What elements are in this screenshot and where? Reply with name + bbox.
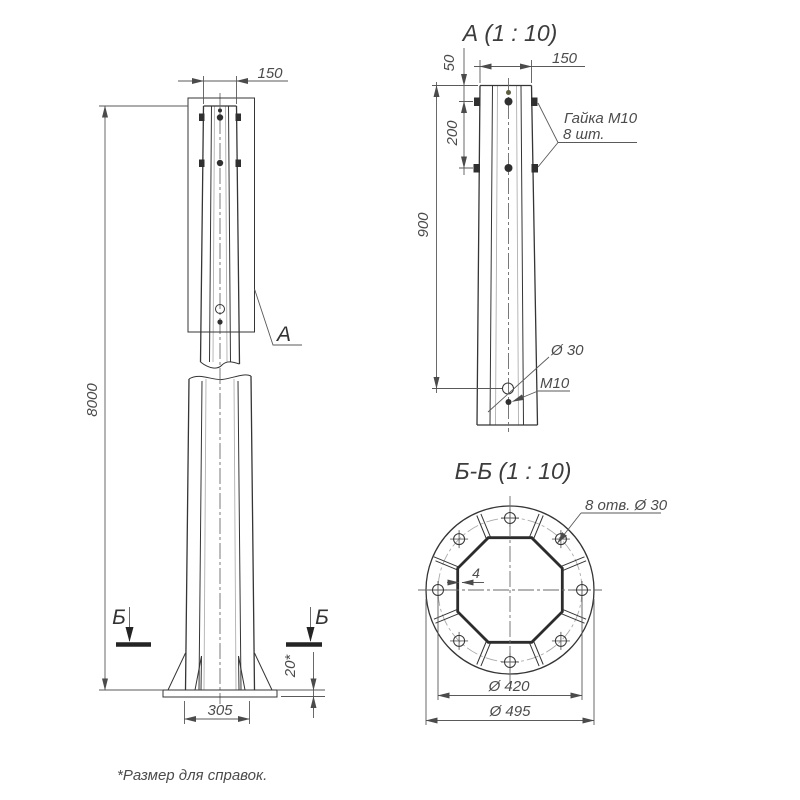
detail-bolt-row1	[505, 98, 513, 106]
dim-detail-150	[474, 50, 585, 83]
detail-view	[415, 20, 638, 432]
detail-stud-right-row2	[532, 164, 539, 173]
bolt-dot-row2	[217, 160, 223, 166]
dim-text-detail-150: 150	[552, 50, 578, 67]
nut-label-line2: 8 шт.	[563, 126, 605, 143]
dim-text-20: 20*	[282, 654, 299, 678]
bolt-dot-lower	[217, 319, 222, 324]
section-label-left: Б	[112, 606, 126, 629]
bolt-dot-small	[218, 109, 222, 113]
dim-text-front-150: 150	[257, 65, 283, 82]
detail-stud-right-row1	[531, 98, 538, 107]
stud-left-row2	[199, 160, 205, 168]
nut-callout	[538, 103, 638, 167]
section-label-right: Б	[315, 606, 329, 629]
dim-text-900: 900	[415, 212, 432, 238]
dim-base-width	[185, 701, 250, 724]
detail-stud-left-row2	[474, 164, 481, 173]
hole-dia-label: Ø 30	[551, 342, 584, 359]
detail-title: А (1 : 10)	[462, 20, 558, 46]
detail-a-leader	[255, 289, 303, 346]
stud-left-row1	[199, 114, 205, 122]
dim-plate-thickness	[281, 652, 325, 718]
thread-label: М10	[540, 375, 570, 392]
dim-text-305: 305	[207, 702, 233, 719]
dim-text-420: Ø 420	[488, 678, 530, 695]
detail-pole-body	[477, 86, 538, 426]
holes-label: 8 отв. Ø 30	[585, 497, 668, 514]
detail-bolt-row2	[505, 164, 513, 172]
nut-label-line1: Гайка М10	[564, 110, 638, 127]
dim-detail-50-200	[432, 48, 478, 175]
detail-a-label: А	[276, 323, 292, 346]
section-title: Б-Б (1 : 10)	[454, 458, 572, 484]
section-view	[418, 458, 668, 725]
reference-note: *Размер для справок.	[117, 767, 268, 784]
dim-text-495: Ø 495	[489, 703, 531, 720]
dim-text-50: 50	[441, 54, 458, 72]
dim-text-8000: 8000	[84, 383, 101, 417]
bolt-dot-row1	[217, 114, 223, 120]
stud-right-row2	[236, 160, 242, 168]
detail-stud-left-row1	[474, 98, 481, 107]
stud-right-row1	[236, 114, 242, 122]
detail-bolt-top-small	[506, 90, 511, 95]
front-view	[84, 65, 329, 724]
detail-thread-dot	[506, 399, 512, 405]
dim-text-wall: 4	[472, 565, 480, 581]
dim-text-200: 200	[444, 120, 461, 146]
